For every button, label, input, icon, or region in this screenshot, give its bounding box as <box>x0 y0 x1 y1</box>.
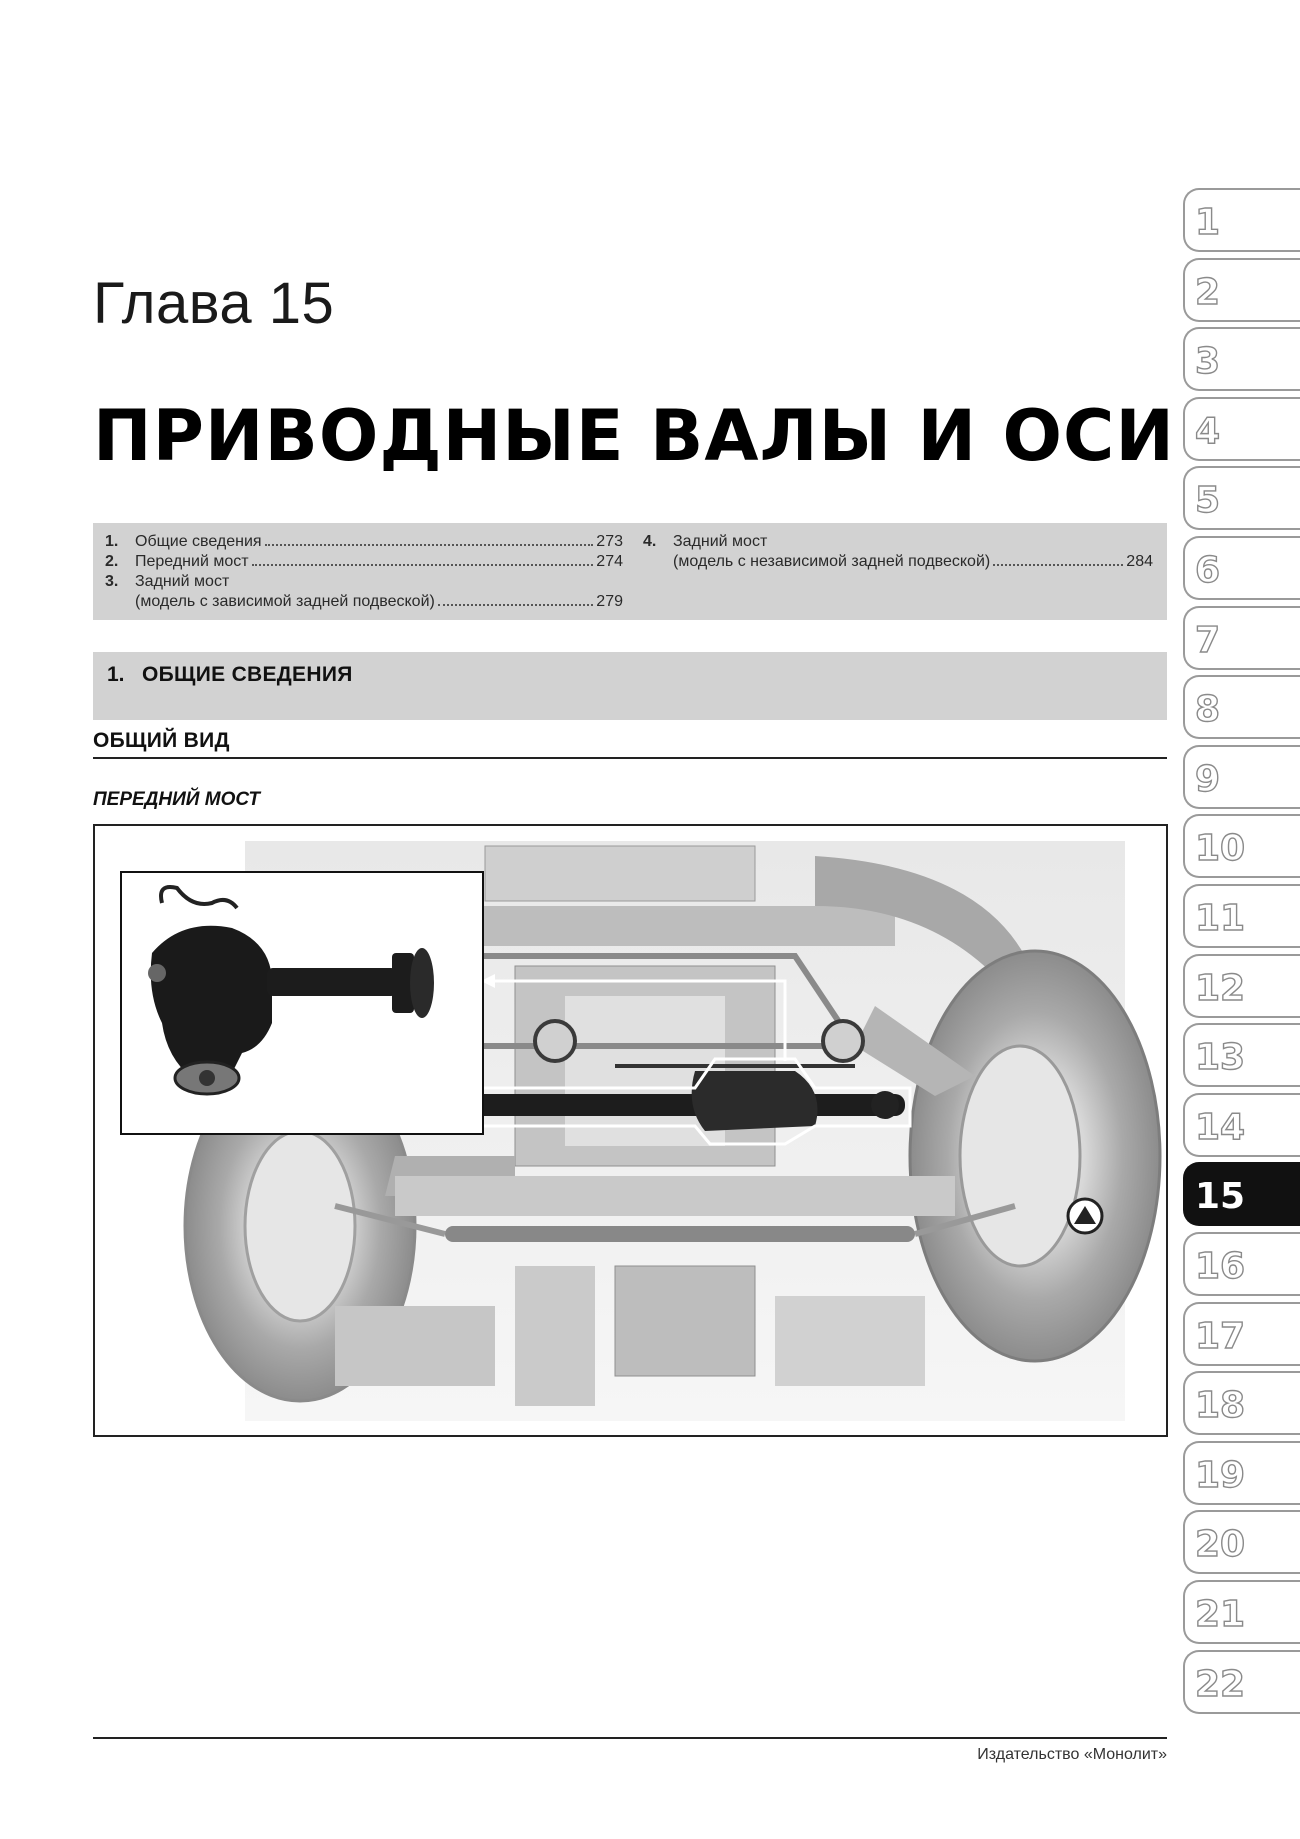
chapter-tab-label: 14 <box>1195 1106 1246 1148</box>
chapter-tab-8[interactable] <box>1183 675 1300 739</box>
chapter-tab-18[interactable] <box>1183 1371 1300 1435</box>
toc-item-text: (модель с независимой задней подвеской) <box>673 553 991 570</box>
chapter-tab-label: 6 <box>1195 550 1221 591</box>
footer-rule <box>93 1737 1167 1739</box>
chapter-tab-label: 18 <box>1195 1385 1246 1427</box>
chapter-tab-4[interactable] <box>1183 397 1300 461</box>
chapter-tab-label: 1 <box>1195 202 1221 243</box>
chapter-tab-label: 11 <box>1195 898 1246 939</box>
chapter-tab-2[interactable] <box>1183 258 1300 322</box>
chapter-tab-6[interactable] <box>1183 536 1300 600</box>
toc-item-text: Задний мост <box>135 573 230 590</box>
toc-item-text: (модель с зависимой задней подвеской) <box>135 593 435 610</box>
chapter-tab-label: 19 <box>1195 1454 1246 1496</box>
chapter-tab-16[interactable] <box>1183 1232 1300 1296</box>
toc-item[interactable] <box>105 572 623 612</box>
chapter-tab-label: 10 <box>1195 828 1246 870</box>
section-title: ОБЩИЕ СВЕДЕНИЯ <box>142 663 353 686</box>
toc-item[interactable] <box>105 552 623 572</box>
chapter-tab-15[interactable] <box>1183 1162 1300 1226</box>
chapter-tab-label: 13 <box>1195 1037 1246 1079</box>
chapter-tab-13[interactable] <box>1183 1023 1300 1087</box>
subsection-heading: ОБЩИЙ ВИД <box>93 729 1167 759</box>
toc-item-number: 3. <box>105 573 119 590</box>
chapter-tab-label: 9 <box>1195 758 1221 800</box>
chapter-tab-label: 7 <box>1195 619 1221 661</box>
chapter-tab-19[interactable] <box>1183 1441 1300 1505</box>
chapter-tab-20[interactable] <box>1183 1510 1300 1574</box>
chapter-tab-9[interactable] <box>1183 745 1300 809</box>
chapter-tab-label: 2 <box>1195 271 1221 313</box>
chapter-tab-label: 3 <box>1195 341 1221 383</box>
chapter-tab-label: 15 <box>1195 1176 1246 1218</box>
chapter-tab-label: 20 <box>1195 1524 1246 1566</box>
chapter-tab-12[interactable] <box>1183 954 1300 1018</box>
toc-item-text: Задний мост <box>673 533 768 550</box>
chapter-tab-14[interactable] <box>1183 1093 1300 1157</box>
section-header <box>93 652 1167 720</box>
chapter-tab-5[interactable] <box>1183 466 1300 530</box>
chapter-tab-17[interactable] <box>1183 1302 1300 1366</box>
chapter-tab-3[interactable] <box>1183 327 1300 391</box>
chapter-tab-label: 22 <box>1195 1663 1246 1705</box>
chapter-heading: Глава 15 <box>93 271 335 336</box>
chapter-tab-label: 16 <box>1195 1246 1246 1287</box>
toc-column-right <box>643 532 1153 572</box>
front-differential-illustration <box>122 873 482 1133</box>
toc-item[interactable] <box>105 532 623 552</box>
toc-page-number: 273 <box>596 533 623 550</box>
figure-caption: ПЕРЕДНИЙ МОСТ <box>93 789 260 810</box>
chapter-tab-label: 12 <box>1195 967 1246 1009</box>
front-axle-figure <box>93 824 1168 1437</box>
chapter-title: ПРИВОДНЫЕ ВАЛЫ И ОСИ <box>93 395 1175 477</box>
toc-page-number: 274 <box>596 553 623 570</box>
publisher-name: Издательство «Монолит» <box>977 1746 1167 1763</box>
chapter-tab-11[interactable] <box>1183 884 1300 948</box>
chapter-tab-21[interactable] <box>1183 1580 1300 1644</box>
toc-column-left <box>105 532 623 612</box>
toc-item[interactable] <box>643 532 1153 572</box>
toc-page-number: 279 <box>596 593 623 610</box>
table-of-contents <box>93 523 1167 620</box>
chapter-tab-label: 5 <box>1195 480 1221 522</box>
toc-page-number: 284 <box>1126 553 1153 570</box>
chapter-tab-1[interactable] <box>1183 188 1300 252</box>
chapter-tab-label: 21 <box>1195 1594 1246 1635</box>
chapter-tab-22[interactable] <box>1183 1650 1300 1714</box>
chapter-tab-label: 8 <box>1195 689 1221 731</box>
chapter-tab-10[interactable] <box>1183 814 1300 878</box>
chapter-tab-label: 17 <box>1195 1315 1246 1357</box>
chapter-tab-7[interactable] <box>1183 606 1300 670</box>
differential-inset <box>120 871 484 1135</box>
toc-item-number: 2. <box>105 553 119 570</box>
chapter-tab-label: 4 <box>1195 410 1221 452</box>
section-number: 1. <box>107 663 125 686</box>
toc-item-number: 1. <box>105 533 119 550</box>
toc-item-text: Передний мост <box>135 553 249 570</box>
toc-item-text: Общие сведения <box>135 533 262 550</box>
toc-item-number: 4. <box>643 533 657 550</box>
